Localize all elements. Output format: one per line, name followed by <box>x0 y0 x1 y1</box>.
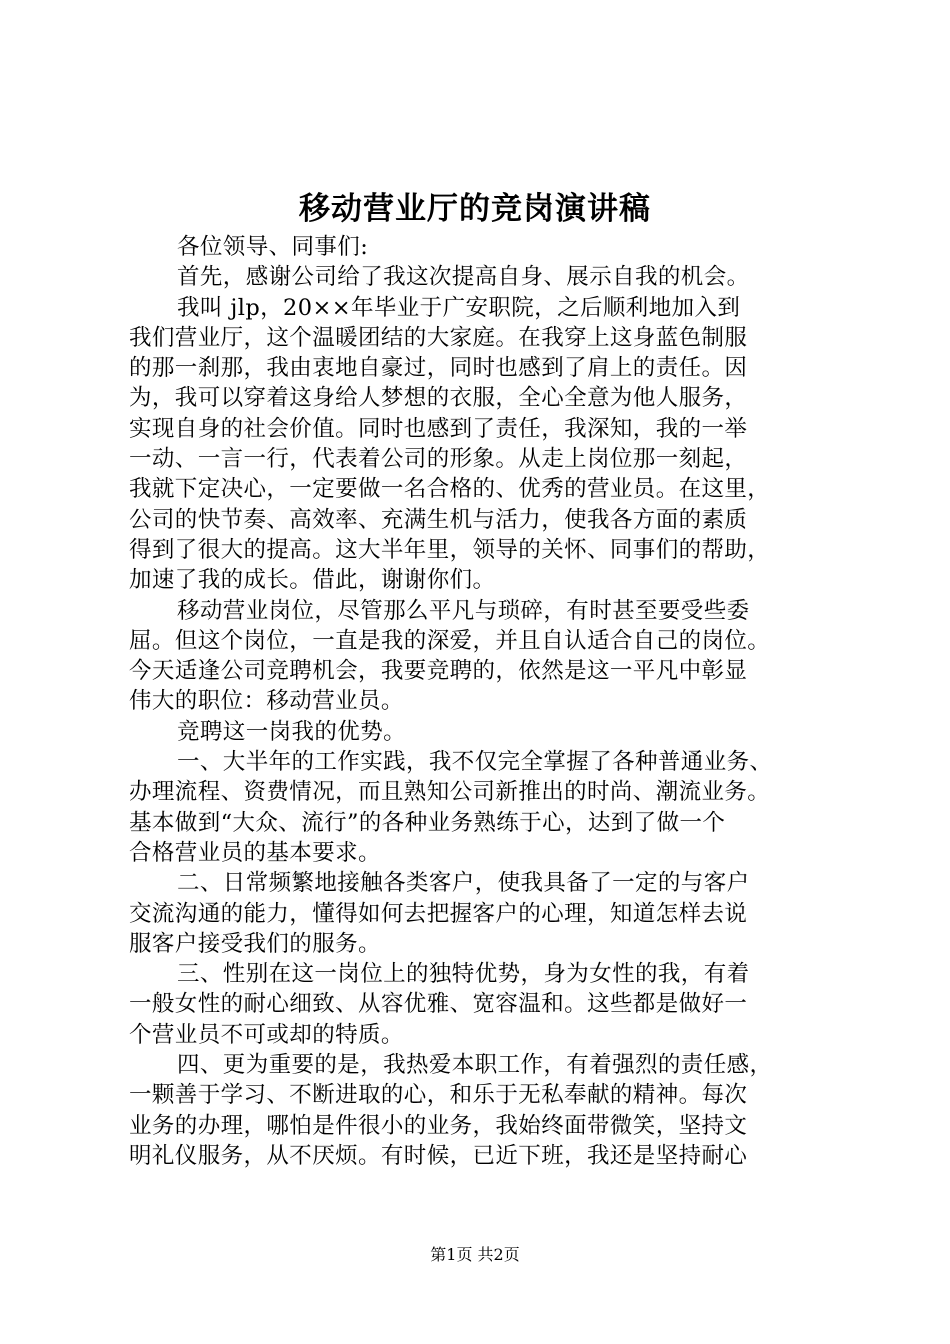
body-line: 首先，感谢公司给了我这次提高自身、展示自我的机会。 <box>177 264 750 291</box>
body-line: 各位领导、同事们: <box>177 234 369 260</box>
body-line: 二、日常频繁地接触各类客户，使我具备了一定的与客户 <box>177 870 750 897</box>
body-line: 屈。但这个岗位，一直是我的深爱，并且自认适合自己的岗位。 <box>129 627 771 654</box>
body-line: 一动、一言一行，代表着公司的形象。从走上岗位那一刻起， <box>129 446 748 473</box>
page-footer: 第1页 共2页 <box>430 1245 520 1264</box>
body-line: 一般女性的耐心细致、从容优雅、宽容温和。这些都是做好一 <box>129 991 748 1018</box>
body-line: 移动营业岗位，尽管那么平凡与琐碎，有时甚至要受些委 <box>177 597 750 624</box>
body-line: 今天适逢公司竞聘机会，我要竞聘的，依然是这一平凡中彰显 <box>129 658 748 685</box>
body-line: 伟大的职位：移动营业员。 <box>129 688 404 715</box>
body-line: 交流沟通的能力，懂得如何去把握客户的心理，知道怎样去说 <box>129 900 748 927</box>
body-line: 我叫 jlp，20××年毕业于广安职院，之后顺利地加入到 <box>177 294 741 321</box>
body-line: 服客户接受我们的服务。 <box>129 930 381 957</box>
body-line: 公司的快节奏、高效率、充满生机与活力，使我各方面的素质 <box>129 506 748 533</box>
body-line: 业务的办理，哪怕是件很小的业务，我始终面带微笑，坚持文 <box>129 1112 748 1139</box>
body-line: 三、性别在这一岗位上的独特优势，身为女性的我，有着 <box>177 961 750 988</box>
body-line: 实现自身的社会价值。同时也感到了责任，我深知，我的一举 <box>129 415 748 442</box>
body-line: 明礼仪服务，从不厌烦。有时候，已近下班，我还是坚持耐心 <box>129 1142 748 1169</box>
body-line: 一、大半年的工作实践，我不仅完全掌握了各种普通业务、 <box>177 749 773 776</box>
document-title: 移动营业厅的竞岗演讲稿 <box>299 191 651 227</box>
body-line: 得到了很大的提高。这大半年里，领导的关怀、同事们的帮助， <box>129 536 771 563</box>
body-line: 四、更为重要的是，我热爱本职工作，有着强烈的责任感， <box>177 1052 773 1079</box>
body-line: 个营业员不可或却的特质。 <box>129 1021 404 1048</box>
body-line: 为，我可以穿着这身给人梦想的衣服，全心全意为他人服务， <box>129 385 748 412</box>
body-line: 竞聘这一岗我的优势。 <box>177 718 407 745</box>
body-line: 合格营业员的基本要求。 <box>129 839 381 866</box>
body-line: 我就下定决心，一定要做一名合格的、优秀的营业员。在这里， <box>129 476 771 503</box>
body-line: 办理流程、资费情况，而且熟知公司新推出的时尚、潮流业务。 <box>129 779 771 806</box>
body-line: 一颗善于学习、不断进取的心，和乐于无私奉献的精神。每次 <box>129 1082 748 1109</box>
document-body <box>129 232 841 1171</box>
body-line: 的那一刹那，我由衷地自豪过，同时也感到了肩上的责任。因 <box>129 355 748 382</box>
body-line: 基本做到“大众、流行”的各种业务熟练于心，达到了做一个 <box>129 809 726 836</box>
body-line: 加速了我的成长。借此，谢谢你们。 <box>129 567 496 594</box>
body-line: 我们营业厅，这个温暖团结的大家庭。在我穿上这身蓝色制服 <box>129 324 748 351</box>
